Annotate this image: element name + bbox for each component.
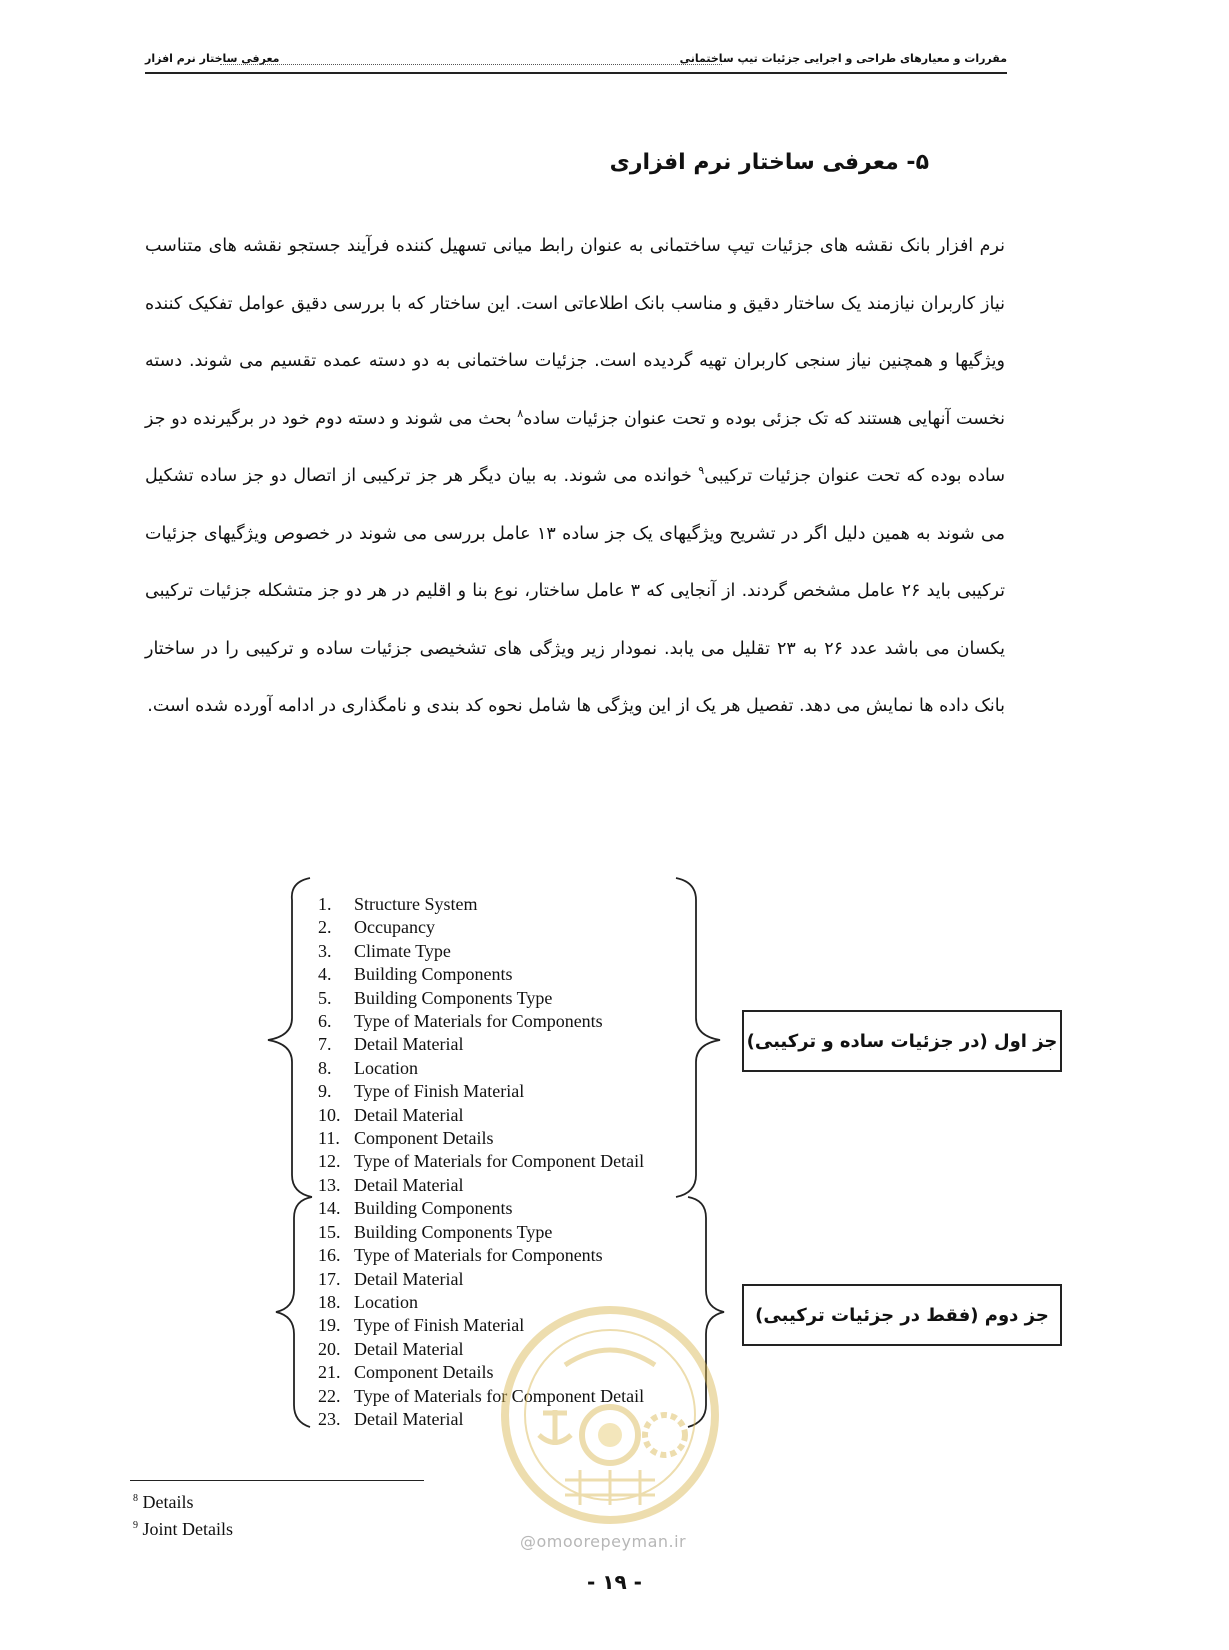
list-item (318, 963, 644, 986)
footnote-text: Joint Details (142, 1519, 233, 1539)
list-item-label: Detail Material (354, 1338, 464, 1359)
list-item-number: 11. (318, 1128, 340, 1149)
list-item (318, 1104, 644, 1127)
list-item (318, 1221, 644, 1244)
list-item-label: Detail Material (354, 1104, 464, 1125)
list-item-label: Detail Material (354, 1268, 464, 1289)
list-item-number: 21. (318, 1362, 341, 1383)
list-item (318, 1150, 644, 1173)
list-item-number: 18. (318, 1291, 341, 1312)
list-item-number: 19. (318, 1315, 341, 1336)
list-item-label: Location (354, 1291, 418, 1312)
list-item-number: 22. (318, 1385, 341, 1406)
list-item-label: Building Components (354, 1198, 513, 1219)
list-item-label: Type of Finish Material (354, 1315, 525, 1336)
list-item-number: 1. (318, 894, 332, 914)
list-item-label: Location (354, 1057, 418, 1078)
list-item (318, 1174, 644, 1197)
footnote-8 (133, 1487, 233, 1514)
list-item-label: Building Components Type (354, 1221, 553, 1242)
paragraph-part-1: نرم افزار بانک نقشه های جزئیات تیپ ساختمانی به عنوان رابط میانی تسهیل کننده فرآیند جستجو نقشه های متناسب نیاز کاربران نیازمند یک ساختار دقیق و مناسب بانک اطلاعاتی است. این ساختار که با بررسی دقیق عوامل تفکیک کننده ویژگیها و همچنین نیاز سنجی کاربران تهیه گردیده است. جزئیات ساختمانی به دو دسته عمده تقسیم می شوند. دسته نخست آنهایی هستند که تک جزئی بوده و تحت عنوان جزئیات ساده (145, 236, 1006, 429)
list-item (318, 1010, 644, 1033)
list-item-number: 5. (318, 987, 332, 1008)
footnote-9 (133, 1514, 233, 1541)
list-item-number: 14. (318, 1198, 341, 1219)
list-item (318, 987, 644, 1010)
list-item-number: 3. (318, 940, 332, 961)
list-item-number: 4. (318, 964, 332, 985)
list-item (318, 940, 644, 963)
right-brace-first-part (676, 878, 720, 1197)
header-section-name: معرفی ساختار نرم افزار (145, 52, 280, 65)
page-number: - ۱۹ - (587, 1570, 642, 1594)
list-item (318, 1268, 644, 1291)
list-item-label: Building Components Type (354, 987, 553, 1008)
list-item-label: Type of Materials for Component Detail (354, 1151, 645, 1172)
list-item-number: 13. (318, 1174, 341, 1195)
list-item-number: 16. (318, 1245, 341, 1266)
footnote-ref-8: ۸ (517, 406, 524, 420)
list-item-number: 15. (318, 1221, 341, 1242)
list-item-label: Detail Material (354, 1174, 464, 1195)
list-item (318, 1244, 644, 1267)
list-item-label: Climate Type (354, 940, 451, 961)
footnote-number: 8 (133, 1493, 138, 1504)
left-brace-first-part (268, 878, 312, 1197)
publisher-seal-watermark (495, 1295, 725, 1535)
list-item-label: Detail Material (354, 1034, 464, 1055)
list-item-label: Component Details (354, 1128, 494, 1149)
list-item (318, 916, 644, 939)
list-item (318, 893, 644, 916)
paragraph-part-3: خوانده می شوند. به بیان دیگر هر جز ترکیبی از اتصال دو جز ساده تشکیل می شوند به همین دلیل اگر در تشریح ویژگیهای یک جز ساده ۱۳ عامل بررسی می شوند در خصوص ویژگیهای جزئیات ترکیبی باید ۲۶ عامل مشخص گردند. از آنجایی که ۳ عامل ساختار، نوع بنا و اقلیم در هر دو جز متشکله جزئیات ترکیبی یکسان می باشد عدد ۲۶ به ۲۳ تقلیل می یابد. نمودار زیر ویژگی های تشخیصی جزئیات ساده و ترکیبی را در ساختار بانک داده ها نمایش می دهد. تفصیل هر یک از این ویژگی ها شامل نحوه کد بندی و نامگذاری در ادامه آورده شده است. (145, 466, 1005, 716)
list-item-number: 7. (318, 1034, 332, 1055)
header-book-title: مقررات و معیارهای طراحی و اجرایی جزئیات تیپ ساختمانی (679, 52, 1007, 65)
first-part-box: جز اول (در جزئیات ساده و ترکیبی) (742, 1010, 1062, 1072)
list-item (318, 1057, 644, 1080)
footnote-ref-9: ۹ (698, 464, 705, 478)
list-item-number: 23. (318, 1408, 341, 1429)
list-item-label: Component Details (354, 1362, 494, 1383)
footnotes (133, 1487, 233, 1541)
footnote-text: Details (142, 1492, 194, 1512)
list-item-number: 10. (318, 1104, 341, 1125)
list-item-label: Type of Materials for Components (354, 1245, 603, 1266)
list-item-number: 8. (318, 1057, 332, 1078)
list-item (318, 1080, 644, 1103)
list-item (318, 1127, 644, 1150)
list-item-number: 9. (318, 1081, 332, 1102)
paragraph-part-2: بحث می شوند و دسته دوم خود در برگیرنده دو جز ساده بوده که تحت عنوان جزئیات ترکیبی (145, 408, 1006, 486)
list-item-label: Type of Materials for Components (354, 1011, 603, 1032)
list-item-number: 12. (318, 1151, 341, 1172)
second-part-box: جز دوم (فقط در جزئیات ترکیبی) (742, 1284, 1062, 1346)
list-item-number: 6. (318, 1011, 332, 1032)
list-item-label: Type of Materials for Component Detail (354, 1385, 645, 1406)
list-item-label: Structure System (354, 894, 478, 914)
watermark-site-url: @omoorepeyman.ir (520, 1532, 687, 1551)
list-item-number: 20. (318, 1338, 341, 1359)
list-item (318, 1197, 644, 1220)
list-item (318, 1033, 644, 1056)
footnote-rule (130, 1480, 424, 1481)
list-item-number: 17. (318, 1268, 341, 1289)
list-item-label: Occupancy (354, 917, 435, 938)
list-item-label: Detail Material (354, 1408, 464, 1429)
left-brace-second-part (276, 1197, 312, 1427)
list-item-number: 2. (318, 917, 332, 938)
list-item-label: Type of Finish Material (354, 1081, 525, 1102)
footnote-number: 9 (133, 1520, 138, 1531)
list-item-label: Building Components (354, 964, 513, 985)
section-title: ۵- معرفی ساختار نرم افزاری (609, 150, 929, 175)
